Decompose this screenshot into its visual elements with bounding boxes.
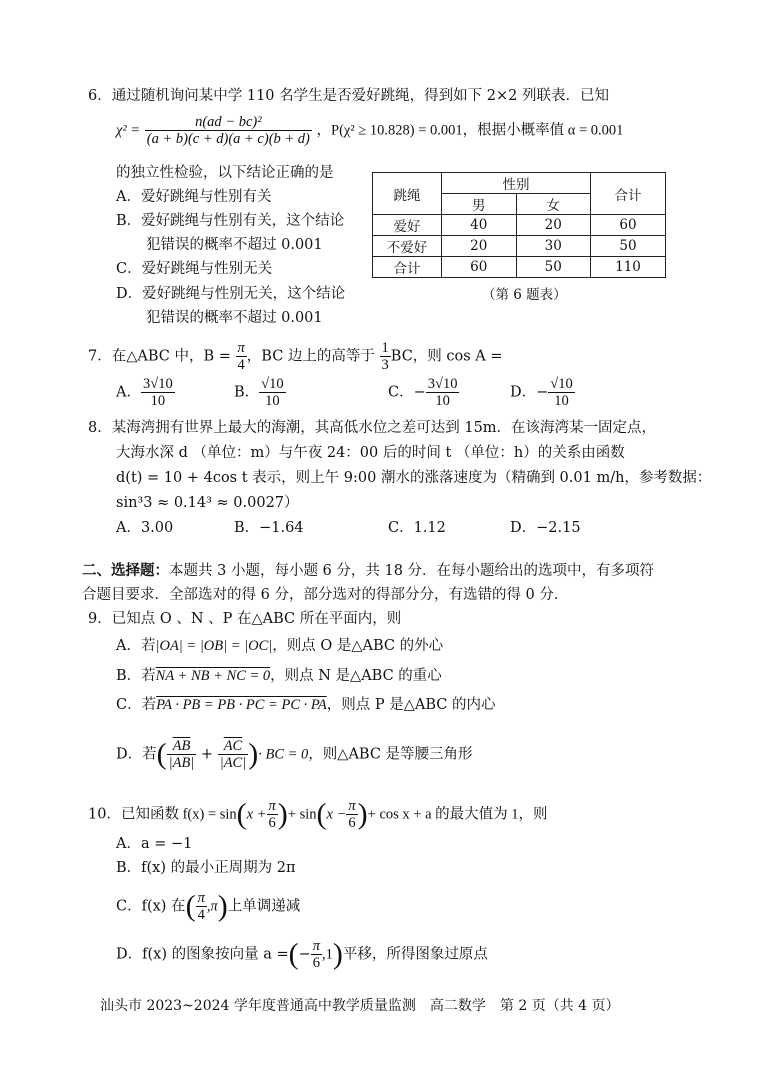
q9-option-c <box>116 695 495 715</box>
chi-square-numerator: n(ad − bc)² <box>145 114 312 131</box>
chi-square-lhs: χ² = <box>116 122 141 139</box>
row-label: 爱好 <box>373 215 442 236</box>
six-den: 6 <box>348 815 356 831</box>
opt-label: C． <box>388 384 414 401</box>
left-paren: ( <box>288 937 299 971</box>
q7-option-d <box>510 376 575 409</box>
opt-den: 10 <box>435 393 450 409</box>
opt-math: PA · PB = PB · PC = PC · PA <box>156 697 327 713</box>
cell-male: 40 <box>442 215 517 236</box>
cell-total: 50 <box>591 236 666 257</box>
q7-text-2: ，BC 边上的高等于 <box>246 348 375 365</box>
opt-math: · BC = 0 <box>258 746 309 763</box>
h-num: 1 <box>381 340 389 356</box>
ab-num: $\overline{AB}$ <box>167 738 197 755</box>
section2-line1 <box>82 561 654 581</box>
ac-den: |AC| <box>219 755 247 771</box>
q7-option-c <box>388 376 459 409</box>
pi-num: π <box>197 890 205 906</box>
right-paren: ) <box>277 797 288 831</box>
height-fraction <box>380 340 391 373</box>
ac-num: $\overline{AC}$ <box>218 738 249 755</box>
q6-stem-line1 <box>88 86 609 106</box>
opt-prefix: C．若 <box>116 697 157 713</box>
opt-label: D． <box>510 384 537 401</box>
q8-number: 8． <box>88 420 112 436</box>
opt-suffix: 平移，所得图象过原点 <box>342 946 488 963</box>
q6-option-d-cont: 犯错误的概率不超过 0.001 <box>146 310 323 326</box>
table-header-rope: 跳绳 <box>373 173 442 215</box>
page-footer: 汕头市 2023~2024 学年度普通高中教学质量监测 高二数学 第 2 页（共 4 页） <box>100 998 620 1014</box>
pi-over-6 <box>311 938 322 971</box>
opt-prefix: D．f(x) 的图象按向量 a = <box>116 946 289 963</box>
q9-option-d: D．若( $\frac{\overline{AB}}{|AB|}$ + $\frac{\overline{AC}}{|AC|}$ )· BC = 0，则△ABC 是等腰三角形 <box>116 737 473 771</box>
unit-vector-ac <box>218 738 249 771</box>
q10-text-1: 已知函数 f(x) = sin <box>120 806 237 823</box>
q8-option-d: D．−2.15 <box>510 520 581 536</box>
pi-num: π <box>312 938 321 954</box>
minus-sign: − <box>298 946 311 963</box>
cell-male: 60 <box>442 257 517 278</box>
angle-b-fraction <box>236 340 247 373</box>
six-den: 6 <box>312 955 321 971</box>
q6-option-a: A．爱好跳绳与性别有关 <box>116 189 272 205</box>
ab-den: |AB| <box>168 755 195 771</box>
cell-male: 20 <box>442 236 517 257</box>
opt-math: NA + NB + NC = 0 <box>155 668 271 684</box>
opt-num: √10 <box>261 376 284 392</box>
opt-prefix: C．f(x) 在 <box>116 898 186 915</box>
opt-suffix: ，则点 O 是△ABC 的外心 <box>272 638 444 654</box>
cell-female: 30 <box>516 236 591 257</box>
q9-stem <box>88 609 401 629</box>
q8-text-1: 某海湾拥有世界上最大的海潮，其高低水位之差可达到 15m．在该海湾某一固定点， <box>111 420 657 436</box>
b-den: 4 <box>237 357 245 373</box>
four-den: 4 <box>197 907 205 923</box>
cell-female: 50 <box>516 257 591 278</box>
opt-label: A． <box>116 384 141 401</box>
q8-option-c: C．1.12 <box>388 520 446 536</box>
q6-option-b: B．爱好跳绳与性别有关，这个结论 <box>116 213 345 229</box>
opt-num: 3√10 <box>142 376 173 392</box>
left-paren: ( <box>316 797 327 831</box>
q10-option-b: B．f(x) 的最小正周期为 2π <box>116 860 296 876</box>
opt-fraction <box>426 376 460 409</box>
q6-option-d: D．爱好跳绳与性别无关，这个结论 <box>116 286 346 302</box>
q6-stem-text: 通过随机询问某中学 110 名学生是否爱好跳绳，得到如下 2×2 列联表．已知 <box>111 88 609 104</box>
table-header-female: 女 <box>516 194 591 215</box>
opt-sign: − <box>536 384 549 401</box>
cell-total: 60 <box>591 215 666 236</box>
cell-female: 20 <box>516 215 591 236</box>
chi-square-fraction <box>145 114 312 147</box>
opt-suffix: ，则点 P 是△ABC 的内心 <box>326 697 496 713</box>
q8-line4: sin³3 ≈ 0.14³ ≈ 0.0027） <box>116 495 299 511</box>
q8-option-a: A．3.00 <box>116 520 174 536</box>
left-paren: ( <box>185 889 196 923</box>
section2-line2: 合题目要求．全部选对的得 6 分，部分选对的得部分分，有选错的得 0 分． <box>82 587 569 603</box>
q10-stem <box>88 798 548 831</box>
q7-stem <box>88 340 503 373</box>
b-num: π <box>237 340 245 356</box>
opt-fraction <box>259 376 285 409</box>
q7-number: 7． <box>88 348 112 365</box>
q10-text-3: + cos x + a 的最大值为 1，则 <box>367 806 548 823</box>
h-den: 3 <box>381 357 389 373</box>
q7-text-3: BC，则 cos A = <box>390 348 503 365</box>
q8-line3: d(t) = 10 + 4cos t 表示，则上午 9:00 潮水的涨落速度为（精确到 0.01 m/h，参考数据： <box>116 470 712 486</box>
right-paren: ) <box>332 937 343 971</box>
arg-1: x + <box>246 806 267 823</box>
q7-option-b <box>234 376 286 409</box>
table-row <box>373 236 666 257</box>
opt-num: 3√10 <box>427 376 458 392</box>
q10-number: 10． <box>88 806 121 823</box>
pi-over-6 <box>346 798 357 831</box>
q10-option-a: A．a = −1 <box>116 836 193 852</box>
q8-line1 <box>88 418 656 438</box>
opt-den: 10 <box>150 393 166 409</box>
table-caption: （第 6 题表） <box>482 287 567 303</box>
q10-text-2: + sin <box>287 806 317 823</box>
q9-option-a <box>116 636 443 656</box>
opt-suffix: ，则点 N 是△ABC 的重心 <box>270 668 442 684</box>
chi-square-probability: ，P(χ² ≥ 10.828) = 0.001，根据小概率值 α = 0.001 <box>316 122 624 139</box>
table-header-total: 合计 <box>591 173 666 215</box>
right-paren: ) <box>357 797 368 831</box>
q8-line2: 大海水深 d （单位：m）与午夜 24：00 后的时间 t （单位：h）的关系由函数 <box>116 445 625 461</box>
q8-option-b: B．−1.64 <box>234 520 304 536</box>
opt-den: 10 <box>554 393 569 409</box>
table-row <box>373 257 666 278</box>
arg-2: x − <box>326 806 347 823</box>
opt-prefix: B．若 <box>116 668 156 684</box>
contingency-table <box>372 172 666 278</box>
q9-number: 9． <box>88 611 112 627</box>
opt-prefix: A．若 <box>116 638 156 654</box>
pi-over-4 <box>196 890 207 923</box>
opt-math: |OA| = |OB| = |OC| <box>155 638 273 654</box>
opt-suffix: ，则△ABC 是等腰三角形 <box>308 746 473 763</box>
table-header-gender: 性别 <box>442 173 591 194</box>
six-den: 6 <box>268 815 276 831</box>
q6-option-c: C．爱好跳绳与性别无关 <box>116 261 273 277</box>
table-header-male: 男 <box>442 194 517 215</box>
q9-option-b <box>116 666 442 686</box>
right-paren: ) <box>248 737 259 771</box>
q7-option-a <box>116 376 175 409</box>
vector-y: ,1 <box>322 946 333 963</box>
q10-option-c <box>116 890 300 923</box>
q6-option-b-cont: 犯错误的概率不超过 0.001 <box>146 237 323 253</box>
opt-sign: − <box>413 384 426 401</box>
chi-square-denominator: (a + b)(c + d)(a + c)(b + d) <box>146 131 310 147</box>
section2-title: 二、选择题： <box>82 562 169 579</box>
interval-end: ,π <box>206 898 218 915</box>
section2-text-1: 本题共 3 小题，每小题 6 分，共 18 分．在每小题给出的选项中，有多项符 <box>169 563 655 579</box>
pi-num: π <box>268 798 276 814</box>
cell-total: 110 <box>591 257 666 278</box>
right-paren: ) <box>217 889 228 923</box>
opt-den: 10 <box>265 393 280 409</box>
q7-text-1: 在△ABC 中，B = <box>111 348 231 365</box>
q6-formula <box>116 114 623 147</box>
q9-text: 已知点 O 、N 、P 在△ABC 所在平面内，则 <box>111 611 402 627</box>
row-label: 合计 <box>373 257 442 278</box>
pi-over-6 <box>267 798 278 831</box>
left-paren: ( <box>156 737 167 771</box>
opt-fraction <box>141 376 175 409</box>
q10-option-d <box>116 938 488 971</box>
opt-num: √10 <box>550 376 573 392</box>
opt-prefix: D．若 <box>116 746 157 763</box>
opt-fraction <box>548 376 574 409</box>
q6-number: 6． <box>88 88 112 104</box>
q6-stem-line2: 的独立性检验，以下结论正确的是 <box>116 165 334 181</box>
left-paren: ( <box>236 797 247 831</box>
row-label: 不爱好 <box>373 236 442 257</box>
table-row <box>373 215 666 236</box>
unit-vector-ab <box>167 738 197 771</box>
opt-suffix: 上单调递减 <box>227 898 301 915</box>
opt-label: B． <box>234 384 260 401</box>
pi-num: π <box>348 798 356 814</box>
